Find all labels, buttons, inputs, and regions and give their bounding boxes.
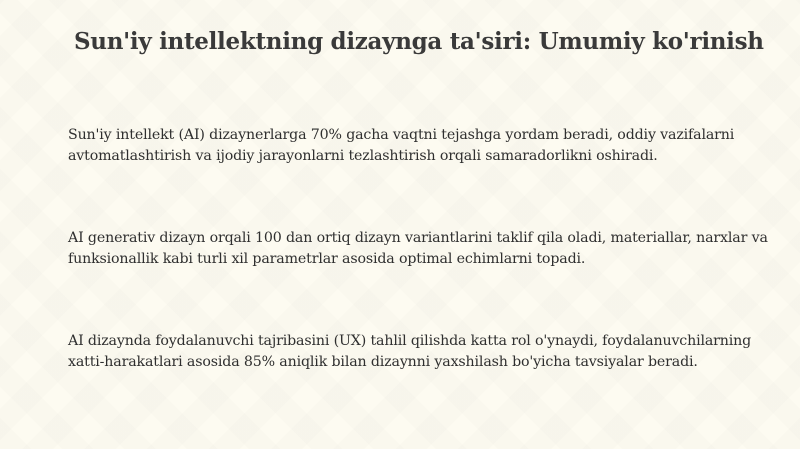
paragraph-generative-design: AI generativ dizayn orqali 100 dan ortiq dizayn variantlarini taklif qila oladi, materiallar, narxlar va funksionallik kabi turli xil parametrlar asosida optimal echimlarni topadi. — [68, 230, 768, 267]
paragraph-time-saving: Sun'iy intellekt (AI) dizaynerlarga 70% gacha vaqtni tejashga yordam beradi, oddiy vazifalarni avtomatlashtirish va ijodiy jarayonlarni tezlashtirish orqali samaradorlikni oshiradi. — [68, 127, 735, 164]
slide-title: Sun'iy intellektning dizaynga ta'siri: Umumiy ko'rinish — [74, 28, 764, 55]
paragraph-ux-analysis: AI dizaynda foydalanuvchi tajribasini (UX) tahlil qilishda katta rol o'ynaydi, foydalanuvchilarning xatti-harakatlari asosida 85% aniqlik bilan dizaynni yaxshilash bo'yicha tavsiyalar beradi. — [68, 333, 752, 370]
